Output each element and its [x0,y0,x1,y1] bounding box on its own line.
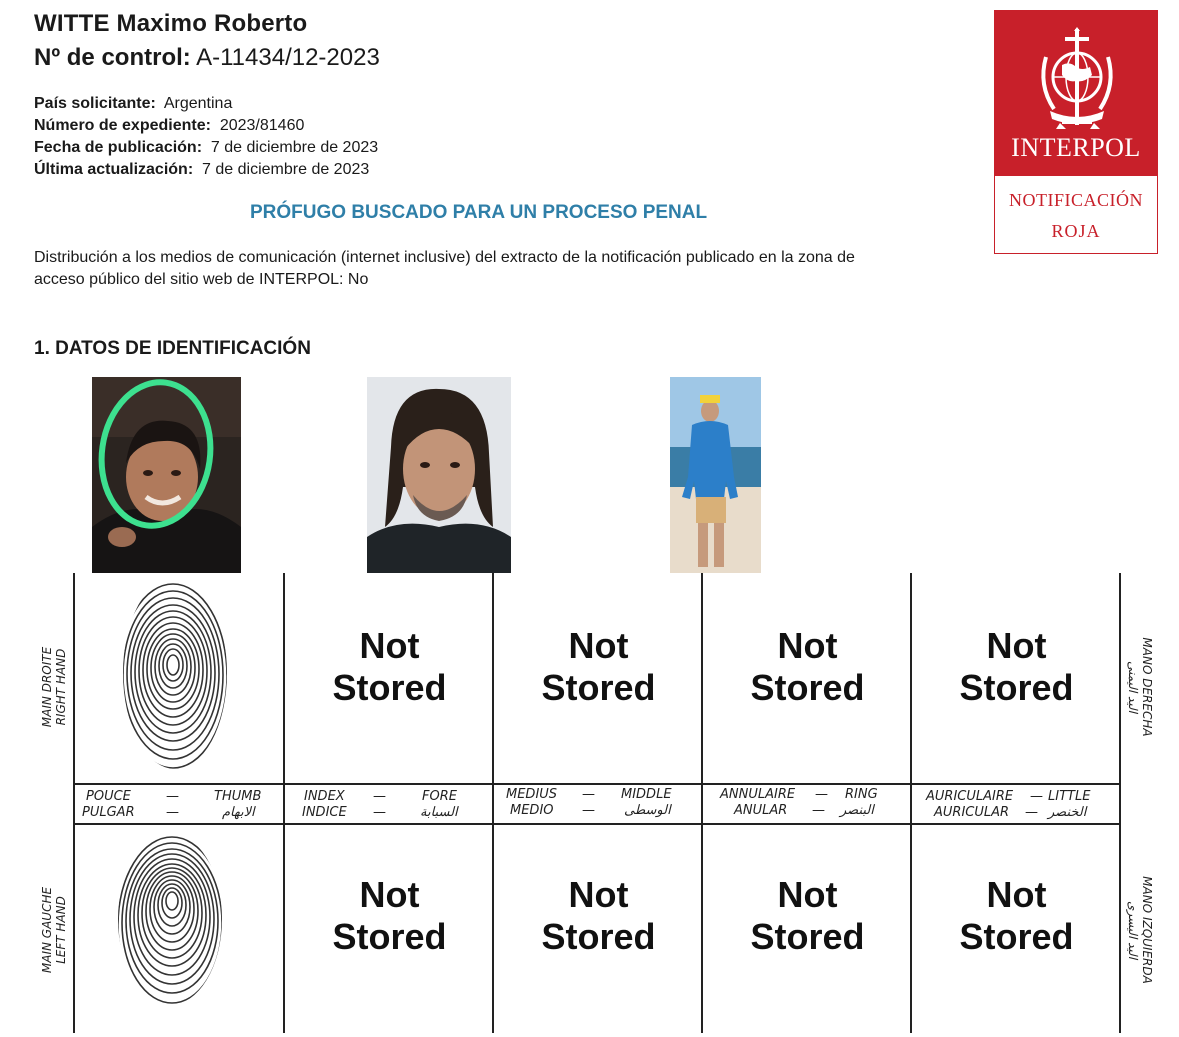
interpol-logo [994,10,1158,254]
not-stored-line1: Not [568,625,629,666]
logo-wordmark: INTERPOL [1011,133,1141,162]
left-thumb-fingerprint [110,831,230,1007]
finger-dash: — [166,805,179,820]
finger-label-ar: الوسطى [624,803,671,818]
finger-label-ar: البنصر [840,803,874,818]
not-stored-line1: Not [359,874,420,915]
notice-banner: PRÓFUGO BUSCADO PARA UN PROCESO PENAL [250,202,708,223]
finger-label-fr: AURICULAIRE [926,789,1014,804]
finger-dash: — [582,787,595,802]
not-stored-line1: Not [986,874,1047,915]
right-hand-fr: MAIN DROITE [40,646,54,728]
meta-value: 7 de diciembre de 2023 [202,161,370,178]
interpol-emblem-icon [1032,27,1122,131]
finger-label-ar: السبابة [420,805,458,820]
right-hand-es: MANO DERECHA [1140,637,1154,737]
not-stored-line2: Stored [750,667,865,708]
finger-label-en: FORE [422,789,457,804]
control-number [34,44,380,72]
finger-label-ar: الخنصر [1048,805,1087,820]
distribution-line: acceso público del sitio web de INTERPOL: No [34,271,369,288]
not-stored-line2: Stored [750,916,865,957]
not-stored-cell [285,874,494,958]
meta-label: Última actualización: [34,161,194,178]
not-stored-cell [494,625,703,709]
not-stored-line2: Stored [332,916,447,957]
not-stored-line2: Stored [959,667,1074,708]
finger-dash: — [373,805,386,820]
left-hand-fr: MAIN GAUCHE [40,886,54,974]
distribution-line: Distribución a los medios de comunicación (internet inclusive) del extracto de la notificación publicado en la zona de [34,249,855,266]
meta-value: 7 de diciembre de 2023 [210,139,379,156]
meta-last-update [34,161,369,179]
not-stored-cell [703,874,912,958]
finger-label-fr: ANNULAIRE [720,787,796,802]
finger-label-fr: INDEX [304,789,345,804]
right-hand-en: RIGHT HAND [54,648,68,726]
finger-label-es: PULGAR [82,805,135,820]
not-stored-line1: Not [777,625,838,666]
finger-label-fr: MEDIUS [506,787,558,802]
finger-dash: — [815,787,828,802]
finger-dash: — [373,789,386,804]
section-title: 1. DATOS DE IDENTIFICACIÓN [34,338,311,359]
not-stored-line2: Stored [959,916,1074,957]
right-thumb-fingerprint [115,573,235,773]
subject-photo-3 [670,377,761,573]
photo-image [367,377,511,573]
table-border [73,573,75,1033]
not-stored-line1: Not [777,874,838,915]
photo-image [92,377,241,573]
finger-dash: — [1030,789,1043,804]
right-hand-ar: اليد اليمنى [1126,661,1140,713]
subject-photo-1 [92,377,241,573]
left-hand-en: LEFT HAND [54,896,68,964]
left-hand-es: MANO IZQUIERDA [1140,876,1154,984]
subject-name: WITTE Maximo Roberto [34,10,308,37]
logo-notice-color: ROJA [1051,221,1101,241]
left-hand-ar: اليد اليسرى [1126,900,1140,960]
not-stored-line2: Stored [541,667,656,708]
meta-publication-date [34,139,378,157]
not-stored-cell [912,874,1121,958]
band-top-line [73,783,1120,785]
not-stored-line1: Not [359,625,420,666]
finger-label-es: AURICULAR [934,805,1010,820]
meta-label: Número de expediente: [34,117,211,134]
finger-label-en: RING [845,787,878,802]
not-stored-line1: Not [568,874,629,915]
logo-red-panel [995,11,1157,176]
finger-dash: — [166,789,179,804]
finger-label-es: ANULAR [734,803,788,818]
left-hand-label [40,870,68,990]
photo-image [670,377,761,573]
fingerprint-table [0,573,1179,1037]
control-label: Nº de control: [34,44,191,71]
meta-file-number [34,117,304,135]
not-stored-cell [494,874,703,958]
left-hand-label-es [1126,870,1154,990]
finger-dash: — [812,803,825,818]
distribution-notice [34,247,984,291]
finger-label-fr: POUCE [86,789,131,804]
finger-label-en: THUMB [214,789,262,804]
not-stored-cell [285,625,494,709]
not-stored-cell [703,625,912,709]
finger-label-es: INDICE [302,805,347,820]
finger-label-en: MIDDLE [621,787,672,802]
right-hand-label-es [1126,627,1154,747]
finger-label-ar: الابهام [222,805,255,820]
band-bottom-line [73,823,1120,825]
right-hand-label [40,627,68,747]
not-stored-line1: Not [986,625,1047,666]
not-stored-line2: Stored [541,916,656,957]
meta-value: 2023/81460 [219,117,305,134]
meta-requesting-country [34,95,232,113]
meta-label: País solicitante: [34,95,156,112]
finger-dash: — [582,803,595,818]
meta-value: Argentina [163,95,233,112]
not-stored-cell [912,625,1121,709]
finger-label-en: LITTLE [1048,789,1091,804]
control-value: A-11434/12-2023 [196,44,380,71]
subject-photo-2 [367,377,511,573]
not-stored-line2: Stored [332,667,447,708]
meta-label: Fecha de publicación: [34,139,203,156]
logo-notice-type: NOTIFICACIÓN [1009,190,1143,210]
finger-label-es: MEDIO [510,803,554,818]
finger-dash: — [1025,805,1038,820]
